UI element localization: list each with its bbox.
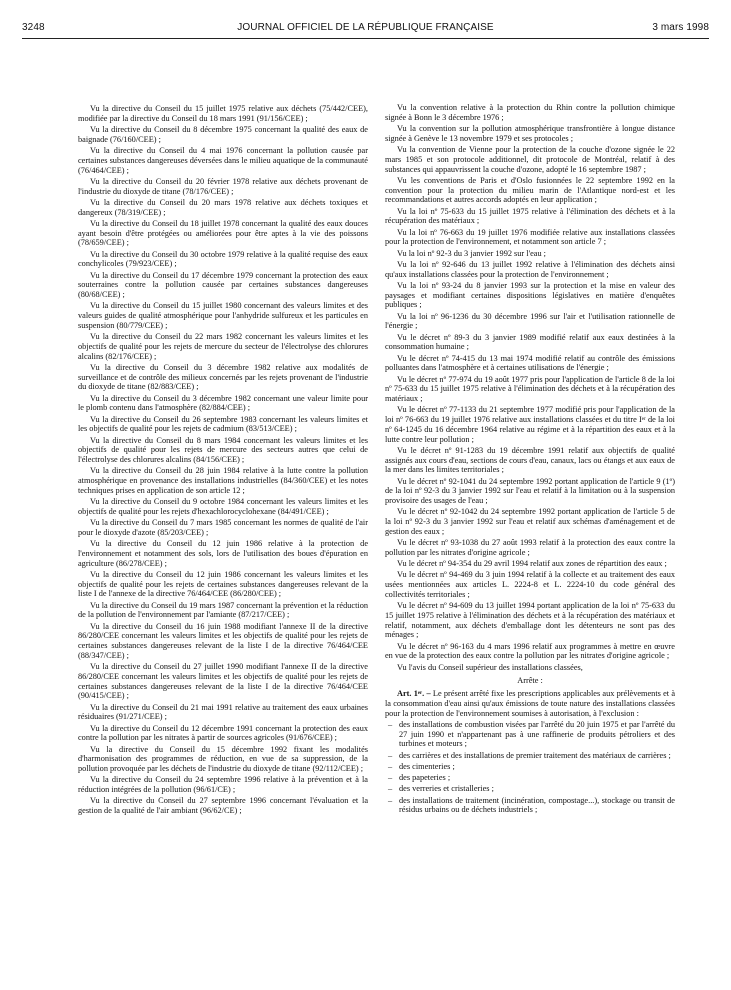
visa-paragraph: Vu la directive du Conseil du 21 mai 1991 relative au traitement des eaux urbaines résiduaires (91/271/CEE) ; [78, 702, 368, 722]
visa-paragraph: Vu l'avis du Conseil supérieur des installations classées, [397, 662, 583, 672]
visa-paragraph: Vu la directive du Conseil du 27 juillet 1990 modifiant l'annexe II de la directive 86/280/CEE concernant les valeurs limites et les objectifs de qualité pour les rejets de certaines substances dangereuses relevant de la liste I de la directive 76/464/CEE (90/415/CEE) ; [78, 662, 368, 701]
visa-paragraph: Vu le décret nº 96-163 du 4 mars 1996 relatif aux programmes à mettre en œuvre en vue de la protection des eaux contre la pollution par les nitrates d'origine agricole ; [385, 641, 675, 661]
visa-paragraph: Vu la directive du Conseil du 15 juillet 1975 relative aux déchets (75/442/CEE), modifiée par la directive du Conseil du 18 mars 1991 (91/156/CEE) ; [78, 104, 368, 123]
visa-paragraph: Vu la loi nº 92-646 du 13 juillet 1992 relative à l'élimination des déchets ainsi qu'aux installations classées pour la protection de l'environnement ; [385, 259, 675, 279]
visa-paragraph: Vu la loi nº 93-24 du 8 janvier 1993 sur la protection et la mise en valeur des paysages et modifiant certaines dispositions législatives en matière d'enquêtes publiques ; [385, 280, 675, 310]
article-text: Le présent arrêté fixe les prescriptions applicables aux prélèvements et à la consommation d'eau ainsi qu'aux émissions de toute nature des installations classées pour la protection de l'environnement soumises à autorisation, à l'exclusion : [385, 689, 676, 718]
visa-paragraph: Vu les conventions de Paris et d'Oslo fusionnées le 22 septembre 1992 en la convention pour la protection du milieu marin de l'Atlantique nord-est et les recommandations et autres accords adoptés en leur application ; [385, 175, 675, 205]
visa-paragraph: Vu la directive du Conseil du 28 juin 1984 relative à la lutte contre la pollution atmosphérique en provenance des installations industrielles (84/360/CEE) et les notes techniques prises en application de son article 12 ; [78, 466, 368, 495]
visa-paragraph: Vu la directive du Conseil du 3 décembre 1982 concernant une valeur limite pour le plomb contenu dans l'atmosphère (82/884/CEE) ; [78, 393, 368, 413]
journal-title: JOURNAL OFFICIEL DE LA RÉPUBLIQUE FRANÇAISE [237, 22, 494, 33]
visa-paragraph: Vu la loi nº 75-633 du 15 juillet 1975 relative à l'élimination des déchets et à la récupération des matériaux ; [385, 206, 675, 226]
visa-paragraph: Vu la convention sur la pollution atmosphérique transfrontière à longue distance signée à Genève le 13 novembre 1979 et ses protocoles ; [385, 124, 675, 143]
arrete-heading: Arrête : [517, 676, 543, 686]
visa-paragraph: Vu la directive du Conseil du 9 octobre 1984 concernant les valeurs limites et les objectifs de qualité pour les rejets d'hexachlorocyclohexane (84/491/CEE) ; [78, 497, 368, 516]
visa-paragraph: Vu la directive du Conseil du 16 juin 1988 modifiant l'annexe II de la directive 86/280/CEE concernant les valeurs limites et les objectifs de qualité pour les rejets de certaines substances dangereuses relevant de la liste I de la directive 76/464/CEE (88/347/CEE) ; [78, 621, 368, 660]
left-column [78, 104, 368, 978]
list-item-text: des verreries et cristalleries ; [399, 784, 494, 794]
visa-paragraph: Vu la directive du Conseil du 20 mars 1978 relative aux déchets toxiques et dangereux (78/319/CEE) ; [78, 197, 368, 217]
visa-paragraph: Vu la loi nº 96-1236 du 30 décembre 1996 sur l'air et l'utilisation rationnelle de l'énergie ; [385, 311, 675, 331]
visa-paragraph: Vu la loi nº 76-663 du 19 juillet 1976 modifiée relative aux installations classées pour la protection de l'environnement, et notamment son article 7 ; [385, 227, 675, 247]
visa-paragraph: Vu le décret nº 94-469 du 3 juin 1994 relatif à la collecte et au traitement des eaux usées mentionnées aux articles L. 2224-8 et L. 2224-10 du code général des collectivités territoriales ; [385, 570, 675, 599]
list-dash: – [388, 719, 393, 729]
visa-paragraph: Vu le décret nº 94-609 du 13 juillet 1994 portant application de la loi nº 75-633 du 15 juillet 1975 relative à l'élimination des déchets et à la récupération des matériaux et relatif, notamment, aux déchets d'emballage dont les détenteurs ne sont pas des ménages ; [385, 601, 675, 640]
exclusion-list [385, 720, 675, 815]
right-column [385, 103, 675, 978]
visa-paragraph: Vu la directive du Conseil du 12 juin 1986 concernant les valeurs limites et les objectifs de qualité pour les rejets de certaines substances dangereuses relevant de la liste I de l'annexe de la directive 76/464/CEE (86/280/CEE) ; [78, 569, 368, 599]
list-dash: – [388, 784, 393, 794]
visa-paragraph: Vu la convention de Vienne pour la protection de la couche d'ozone signée le 22 mars 1985 et son protocole additionnel, dit protocole de Montréal, relatif à des substances qui appauvrissent la couche d'ozone, adopté le 16 septembre 1987 ; [385, 145, 675, 174]
page-header [22, 22, 709, 36]
visa-paragraph: Vu la directive du Conseil du 7 mars 1985 concernant les normes de qualité de l'air pour le dioxyde d'azote (85/203/CEE) ; [78, 518, 368, 537]
visa-paragraph: Vu le décret nº 93-1038 du 27 août 1993 relatif à la protection des eaux contre la pollution par les nitrates d'origine agricole ; [385, 538, 675, 557]
list-item [385, 784, 675, 794]
article-label: Art. 1ᵉʳ. – [397, 689, 431, 698]
list-dash: – [388, 750, 393, 760]
visa-paragraph: Vu la directive du Conseil du 30 octobre 1979 relative à la qualité requise des eaux conchylicoles (79/923/CEE) ; [78, 249, 368, 269]
list-item-text: des installations de combustion visées par l'arrêté du 20 juin 1975 et par l'arrêté du 27 juin 1990 et n'appartenant pas à une raffinerie de produits pétroliers et des turbines et moteurs ; [399, 719, 675, 749]
list-item [385, 751, 675, 761]
list-dash: – [388, 773, 393, 782]
visa-paragraph: Vu le décret nº 92-1042 du 24 septembre 1992 portant application de l'article 5 de la loi nº 92-3 du 3 janvier 1992 sur l'eau et relatif aux schémas d'aménagement et de gestion des eaux ; [385, 507, 675, 536]
visa-paragraph: Vu la directive du Conseil du 17 décembre 1979 concernant la protection des eaux souterraines contre la pollution causée par certaines substances dangereuses (80/68/CEE) ; [78, 270, 368, 299]
visa-paragraph: Vu la directive du Conseil du 12 juin 1986 relative à la protection de l'environnement et notamment des sols, lors de l'utilisation des boues d'épuration en agriculture (86/278/CEE) ; [78, 539, 368, 568]
visa-paragraph: Vu la directive du Conseil du 4 mai 1976 concernant la pollution causée par certaines substances dangereuses déversées dans le milieu aquatique de la communauté (76/464/CEE) ; [78, 146, 368, 175]
visa-paragraph: Vu la directive du Conseil du 26 septembre 1983 concernant les valeurs limites et les objectifs de qualité pour les rejets de cadmium (83/513/CEE) ; [78, 414, 368, 434]
visa-paragraph: Vu la directive du Conseil du 18 juillet 1978 concernant la qualité des eaux douces ayant besoin d'être protégées ou améliorées pour être aptes à la vie des poissons (78/659/CEE) ; [78, 218, 368, 248]
visa-paragraph: Vu le décret nº 92-1041 du 24 septembre 1992 portant application de l'article 9 (1º) de la loi nº 92-3 du 3 janvier 1992 sur l'eau et relatif à la limitation ou à la suspension provisoire des usages de l'eau ; [385, 476, 675, 505]
visa-paragraph: Vu le décret nº 89-3 du 3 janvier 1989 modifié relatif aux eaux destinées à la consommation humaine ; [385, 332, 675, 352]
visa-paragraph: Vu le décret nº 77-1133 du 21 septembre 1977 modifié pris pour l'application de la loi nº 76-663 du 19 juillet 1976 relative aux installations classées et du titre Iᵉʳ de la loi nº 64-1245 du 16 décembre 1964 relative au régime et à la répartition des eaux et à la lutte contre leur pollution ; [385, 405, 675, 444]
page-number: 3248 [22, 22, 45, 33]
list-item-text: des papeteries ; [399, 773, 451, 782]
visa-paragraph: Vu le décret nº 77-974 du 19 août 1977 pris pour l'application de l'article 8 de la loi nº 75-633 du 15 juillet 1975 relative à l'élimination des déchets et à la récupération des matériaux ; [385, 374, 675, 403]
visa-paragraph: Vu la directive du Conseil du 15 décembre 1992 fixant les modalités d'harmonisation des programmes de réduction, en vue de sa suppression, de la pollution provoquée par les déchets de l'industrie du dioxyde de titane (92/112/CEE) ; [78, 744, 368, 773]
list-item [385, 773, 675, 783]
list-item [385, 720, 675, 749]
visa-paragraph: Vu la directive du Conseil du 8 décembre 1975 concernant la qualité des eaux de baignade (76/160/CEE) ; [78, 125, 368, 144]
visa-paragraph: Vu la directive du Conseil du 24 septembre 1996 relative à la prévention et à la réduction intégrées de la pollution (96/61/CE) ; [78, 775, 368, 794]
list-item [385, 762, 675, 772]
visa-paragraph: Vu la directive du Conseil du 20 février 1978 relative aux déchets provenant de l'industrie du dioxyde de titane (78/176/CEE) ; [78, 176, 368, 196]
visa-paragraph: Vu le décret nº 94-354 du 29 avril 1994 relatif aux zones de répartition des eaux ; [397, 559, 667, 568]
article-1 [385, 689, 675, 718]
list-dash: – [388, 795, 393, 805]
list-item-text: des carrières et des installations de premier traitement des matériaux de carrières ; [399, 750, 671, 760]
header-rule [22, 38, 709, 39]
visa-paragraph: Vu la directive du Conseil du 12 décembre 1991 concernant la protection des eaux contre la pollution par les nitrates à partir de sources agricoles (91/676/CEE) ; [78, 723, 368, 743]
list-item-text: des installations de traitement (incinération, compostage...), stockage ou transit de résidus urbains ou de déchets industriels ; [399, 795, 675, 815]
list-item-text: des cimenteries ; [399, 761, 455, 771]
visa-paragraph: Vu la directive du Conseil du 19 mars 1987 concernant la prévention et la réduction de la pollution de l'environnement par l'amiante (87/217/CEE) ; [78, 600, 368, 620]
list-item [385, 796, 675, 816]
visa-paragraph: Vu la directive du Conseil du 27 septembre 1996 concernant l'évaluation et la gestion de la qualité de l'air ambiant (96/62/CE) ; [78, 796, 368, 815]
visa-paragraph: Vu la convention relative à la protection du Rhin contre la pollution chimique signée à Bonn le 3 décembre 1976 ; [385, 103, 675, 122]
list-dash: – [388, 761, 393, 771]
visa-paragraph: Vu la directive du Conseil du 8 mars 1984 concernant les valeurs limites et les objectifs de qualité pour les rejets de mercure des secteurs autres que celui de l'électrolyse des chlorures alcalins (84/156/CEE) ; [78, 435, 368, 464]
visa-paragraph: Vu la directive du Conseil du 15 juillet 1980 concernant des valeurs limites et des valeurs guides de qualité atmosphérique pour l'anhydride sulfureux et les particules en suspension (80/779/CEE) ; [78, 301, 368, 330]
visa-paragraph: Vu le décret nº 91-1283 du 19 décembre 1991 relatif aux objectifs de qualité assignés aux cours d'eau, sections de cours d'eau, canaux, lacs ou étangs et aux eaux de la mer dans les limites territoriales ; [385, 445, 675, 475]
issue-date: 3 mars 1998 [652, 22, 709, 33]
visa-paragraph: Vu la directive du Conseil du 22 mars 1982 concernant les valeurs limites et les objectifs de qualité pour les rejets de mercure du secteur de l'électrolyse des chlorures alcalins (82/176/CEE) ; [78, 332, 368, 361]
visa-paragraph: Vu la directive du Conseil du 3 décembre 1982 relative aux modalités de surveillance et de contrôle des milieux concernés par les rejets provenant de l'industrie du dioxyde de titane (82/883/CEE) ; [78, 362, 368, 392]
visa-paragraph: Vu le décret nº 74-415 du 13 mai 1974 modifié relatif au contrôle des émissions polluantes dans l'atmosphère et à certaines utilisations de l'énergie ; [385, 353, 675, 373]
visa-paragraph: Vu la loi nº 92-3 du 3 janvier 1992 sur l'eau ; [397, 248, 546, 258]
